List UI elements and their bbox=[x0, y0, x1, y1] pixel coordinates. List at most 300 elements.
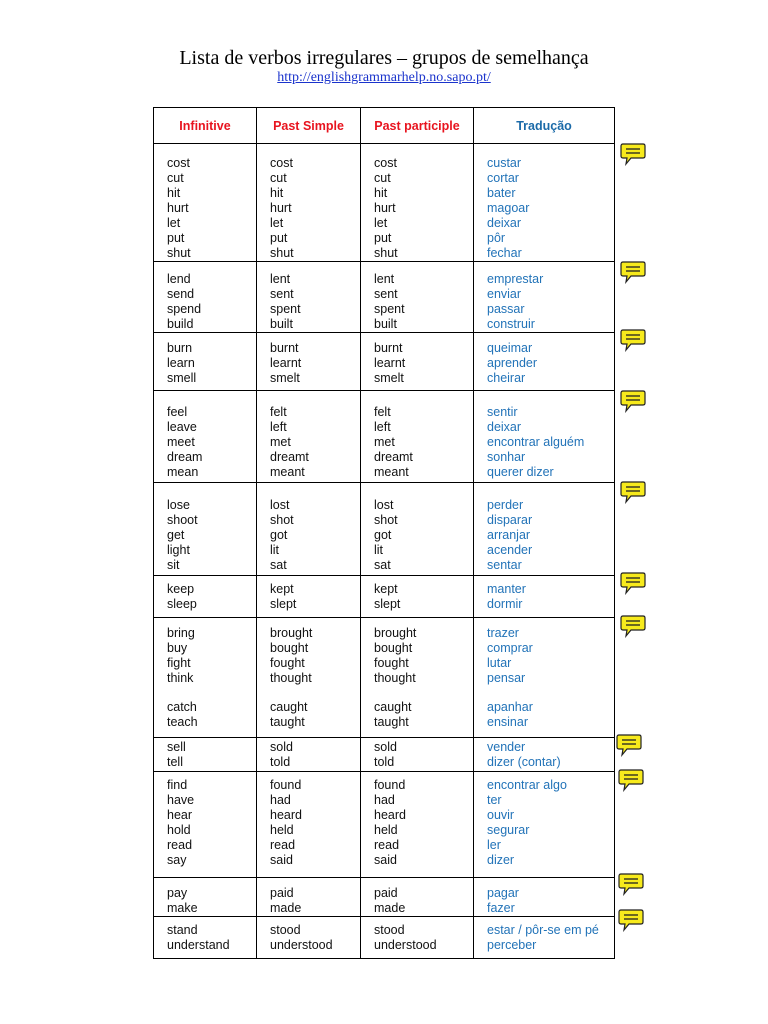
cell-word-list bbox=[474, 738, 614, 770]
verb-table-container bbox=[153, 107, 614, 959]
verb-word: slept bbox=[270, 597, 297, 611]
cell-word-list bbox=[361, 391, 473, 480]
verb-word: kept bbox=[270, 582, 294, 596]
cell-word-list bbox=[154, 917, 256, 953]
verb-word: bring bbox=[167, 626, 195, 640]
verb-word: met bbox=[374, 435, 395, 449]
cell-traducao bbox=[474, 576, 615, 618]
cell-word-list bbox=[257, 333, 360, 386]
cell-word-list bbox=[257, 772, 360, 868]
verb-word: taught bbox=[374, 715, 409, 729]
spacer bbox=[167, 686, 256, 700]
verb-word: tell bbox=[167, 755, 183, 769]
verb-word: sat bbox=[270, 558, 287, 572]
verb-word: acender bbox=[487, 543, 533, 557]
verb-group-row bbox=[154, 391, 615, 483]
cell-word-list bbox=[361, 618, 473, 730]
spacer bbox=[374, 686, 473, 700]
verb-group-row bbox=[154, 144, 615, 262]
verb-word: told bbox=[374, 755, 395, 769]
verb-word: think bbox=[167, 671, 194, 685]
verb-word: taught bbox=[270, 715, 305, 729]
verb-word: teach bbox=[167, 715, 198, 729]
cell-infinitive bbox=[154, 772, 257, 878]
verb-word: pagar bbox=[487, 886, 519, 900]
verb-word: fight bbox=[167, 656, 191, 670]
verb-word: hit bbox=[167, 186, 181, 200]
verb-word: fought bbox=[270, 656, 305, 670]
verb-word: bought bbox=[374, 641, 413, 655]
verb-word: met bbox=[270, 435, 291, 449]
verb-word: have bbox=[167, 793, 195, 807]
verb-word: thought bbox=[374, 671, 416, 685]
verb-word: dreamt bbox=[270, 450, 309, 464]
verb-word: sit bbox=[167, 558, 180, 572]
source-link[interactable]: http://englishgrammarhelp.no.sapo.pt/ bbox=[277, 70, 491, 85]
verb-word: held bbox=[270, 823, 294, 837]
cell-word-list bbox=[154, 738, 256, 770]
verb-word: shot bbox=[270, 513, 294, 527]
verb-word: lost bbox=[270, 498, 290, 512]
cell-word-list bbox=[154, 333, 256, 386]
cell-past-participle bbox=[361, 618, 474, 738]
verb-table bbox=[153, 107, 615, 959]
cell-traducao bbox=[474, 738, 615, 772]
verb-word: sentar bbox=[487, 558, 522, 572]
cell-word-list bbox=[361, 576, 473, 612]
verb-word: had bbox=[374, 793, 395, 807]
page-title: Lista de verbos irregulares – grupos de semelhança bbox=[179, 47, 589, 69]
cell-word-list bbox=[257, 144, 360, 261]
cell-past-participle bbox=[361, 738, 474, 772]
verb-word: built bbox=[270, 317, 293, 331]
verb-word: ouvir bbox=[487, 808, 515, 822]
cell-past-participle bbox=[361, 772, 474, 878]
verb-word: got bbox=[374, 528, 392, 542]
verb-word: cost bbox=[167, 156, 190, 170]
verb-word: comprar bbox=[487, 641, 533, 655]
speech-bubble-comment-icon[interactable] bbox=[620, 328, 646, 350]
cell-infinitive bbox=[154, 878, 257, 917]
cell-traducao bbox=[474, 917, 615, 959]
verb-word: caught bbox=[374, 700, 412, 714]
cell-word-list bbox=[474, 576, 614, 612]
cell-traducao bbox=[474, 618, 615, 738]
verb-word: pay bbox=[167, 886, 188, 900]
verb-word: cost bbox=[374, 156, 397, 170]
verb-word: deixar bbox=[487, 216, 522, 230]
verb-word: send bbox=[167, 287, 195, 301]
verb-word: hurt bbox=[374, 201, 396, 215]
verb-word: told bbox=[270, 755, 291, 769]
cell-word-list bbox=[361, 772, 473, 868]
verb-word: queimar bbox=[487, 341, 533, 355]
verb-word: shut bbox=[374, 246, 398, 260]
verb-word: slept bbox=[374, 597, 401, 611]
cell-past-simple bbox=[257, 576, 361, 618]
verb-word: buy bbox=[167, 641, 188, 655]
header-row bbox=[154, 108, 615, 144]
verb-word: custar bbox=[487, 156, 522, 170]
verb-word: stand bbox=[167, 923, 198, 937]
verb-word: perceber bbox=[487, 938, 537, 952]
cell-word-list bbox=[257, 483, 360, 573]
verb-word: learn bbox=[167, 356, 195, 370]
verb-word: paid bbox=[270, 886, 294, 900]
verb-word: shut bbox=[167, 246, 191, 260]
verb-word: let bbox=[270, 216, 284, 230]
cell-traducao bbox=[474, 391, 615, 483]
cell-word-list bbox=[474, 772, 614, 868]
verb-word: dizer bbox=[487, 853, 515, 867]
verb-word: sell bbox=[167, 740, 186, 754]
speech-bubble-comment-icon[interactable] bbox=[618, 872, 644, 894]
cell-word-list bbox=[257, 262, 360, 332]
verb-word: said bbox=[270, 853, 293, 867]
verb-word: light bbox=[167, 543, 190, 557]
cell-word-list bbox=[361, 738, 473, 770]
speech-bubble-comment-icon[interactable] bbox=[620, 142, 646, 164]
cell-infinitive bbox=[154, 391, 257, 483]
verb-word: segurar bbox=[487, 823, 530, 837]
verb-word: build bbox=[167, 317, 194, 331]
verb-word: found bbox=[374, 778, 406, 792]
verb-word: shot bbox=[374, 513, 398, 527]
verb-word: paid bbox=[374, 886, 398, 900]
verb-group-row bbox=[154, 576, 615, 618]
verb-word: stood bbox=[270, 923, 301, 937]
cell-word-list bbox=[474, 483, 614, 573]
verb-word: lent bbox=[374, 272, 395, 286]
cell-word-list bbox=[361, 483, 473, 573]
verb-word: ler bbox=[487, 838, 501, 852]
cell-infinitive bbox=[154, 483, 257, 576]
verb-word: heard bbox=[270, 808, 302, 822]
cell-word-list bbox=[154, 618, 256, 730]
cell-word-list bbox=[474, 391, 614, 480]
verb-word: let bbox=[374, 216, 388, 230]
verb-word: spend bbox=[167, 302, 202, 316]
verb-word: spent bbox=[270, 302, 301, 316]
cell-word-list bbox=[474, 618, 614, 730]
cell-word-list bbox=[474, 262, 614, 332]
verb-word: smell bbox=[167, 371, 197, 385]
verb-word: dormir bbox=[487, 597, 523, 611]
verb-word: said bbox=[374, 853, 397, 867]
verb-word: lit bbox=[374, 543, 384, 557]
verb-word: pôr bbox=[487, 231, 506, 245]
speech-bubble-comment-icon[interactable] bbox=[620, 480, 646, 502]
cell-past-simple bbox=[257, 391, 361, 483]
cell-past-simple bbox=[257, 483, 361, 576]
verb-word: lose bbox=[167, 498, 190, 512]
cell-word-list bbox=[361, 917, 473, 953]
verb-word: felt bbox=[270, 405, 287, 419]
verb-word: cut bbox=[167, 171, 184, 185]
verb-word: dream bbox=[167, 450, 203, 464]
verb-word: fazer bbox=[487, 901, 515, 915]
cell-word-list bbox=[154, 878, 256, 916]
cell-traducao bbox=[474, 772, 615, 878]
speech-bubble-comment-icon[interactable] bbox=[620, 260, 646, 282]
verb-word: learnt bbox=[374, 356, 406, 370]
verb-word: make bbox=[167, 901, 198, 915]
speech-bubble-comment-icon[interactable] bbox=[618, 768, 644, 790]
verb-word: hit bbox=[374, 186, 388, 200]
verb-word: sentir bbox=[487, 405, 518, 419]
speech-bubble-comment-icon[interactable] bbox=[620, 571, 646, 593]
cell-past-simple bbox=[257, 262, 361, 333]
cell-infinitive bbox=[154, 333, 257, 391]
verb-word: found bbox=[270, 778, 302, 792]
verb-word: hold bbox=[167, 823, 191, 837]
cell-infinitive bbox=[154, 738, 257, 772]
cell-word-list bbox=[257, 878, 360, 916]
verb-word: put bbox=[167, 231, 185, 245]
verb-word: emprestar bbox=[487, 272, 544, 286]
verb-word: held bbox=[374, 823, 398, 837]
cell-word-list bbox=[154, 391, 256, 480]
cell-word-list bbox=[474, 878, 614, 916]
verb-word: encontrar algo bbox=[487, 778, 567, 792]
verb-word: enviar bbox=[487, 287, 522, 301]
verb-word: deixar bbox=[487, 420, 522, 434]
verb-group-row bbox=[154, 262, 615, 333]
verb-word: hear bbox=[167, 808, 193, 822]
verb-word: encontrar alguém bbox=[487, 435, 585, 449]
verb-word: bater bbox=[487, 186, 516, 200]
cell-past-simple bbox=[257, 333, 361, 391]
verb-word: hurt bbox=[270, 201, 292, 215]
cell-past-participle bbox=[361, 333, 474, 391]
verb-word: understood bbox=[270, 938, 333, 952]
verb-word: catch bbox=[167, 700, 197, 714]
verb-word: got bbox=[270, 528, 288, 542]
verb-word: querer dizer bbox=[487, 465, 554, 479]
verb-word: ter bbox=[487, 793, 502, 807]
verb-word: fought bbox=[374, 656, 409, 670]
verb-word: cost bbox=[270, 156, 293, 170]
verb-word: cut bbox=[270, 171, 287, 185]
verb-word: felt bbox=[374, 405, 391, 419]
verb-word: sold bbox=[374, 740, 397, 754]
verb-word: had bbox=[270, 793, 291, 807]
verb-word: sat bbox=[374, 558, 391, 572]
verb-word: read bbox=[270, 838, 296, 852]
cell-past-simple bbox=[257, 618, 361, 738]
verb-word: spent bbox=[374, 302, 405, 316]
cell-word-list bbox=[361, 262, 473, 332]
cell-word-list bbox=[474, 333, 614, 386]
verb-word: lutar bbox=[487, 656, 512, 670]
cell-word-list bbox=[361, 144, 473, 261]
header-past-participle: Past participle bbox=[361, 108, 474, 144]
verb-word: sonhar bbox=[487, 450, 526, 464]
verb-word: let bbox=[167, 216, 181, 230]
cell-past-simple bbox=[257, 917, 361, 959]
verb-word: estar / pôr-se em pé bbox=[487, 923, 599, 937]
verb-word: put bbox=[270, 231, 288, 245]
verb-word: ensinar bbox=[487, 715, 528, 729]
verb-group-row bbox=[154, 772, 615, 878]
header-past-simple: Past Simple bbox=[257, 108, 361, 144]
verb-word: arranjar bbox=[487, 528, 531, 542]
verb-word: stood bbox=[374, 923, 405, 937]
verb-word: pensar bbox=[487, 671, 526, 685]
verb-group-row bbox=[154, 878, 615, 917]
cell-word-list bbox=[257, 917, 360, 953]
cell-infinitive bbox=[154, 618, 257, 738]
verb-word: aprender bbox=[487, 356, 538, 370]
verb-word: meant bbox=[270, 465, 305, 479]
cell-traducao bbox=[474, 144, 615, 262]
verb-word: meant bbox=[374, 465, 409, 479]
verb-word: apanhar bbox=[487, 700, 533, 714]
verb-word: meet bbox=[167, 435, 195, 449]
verb-word: mean bbox=[167, 465, 199, 479]
verb-group-row bbox=[154, 618, 615, 738]
cell-past-participle bbox=[361, 144, 474, 262]
verb-group-row bbox=[154, 917, 615, 959]
verb-word: bought bbox=[270, 641, 309, 655]
verb-word: burnt bbox=[270, 341, 299, 355]
cell-past-participle bbox=[361, 262, 474, 333]
cell-word-list bbox=[257, 618, 360, 730]
verb-word: burnt bbox=[374, 341, 403, 355]
cell-word-list bbox=[257, 576, 360, 612]
verb-word: cut bbox=[374, 171, 391, 185]
verb-word: understand bbox=[167, 938, 230, 952]
cell-word-list bbox=[257, 391, 360, 480]
verb-word: lent bbox=[270, 272, 291, 286]
cell-word-list bbox=[361, 878, 473, 916]
cell-word-list bbox=[154, 576, 256, 612]
verb-word: sleep bbox=[167, 597, 197, 611]
verb-word: read bbox=[167, 838, 193, 852]
verb-word: disparar bbox=[487, 513, 533, 527]
verb-word: caught bbox=[270, 700, 308, 714]
verb-word: vender bbox=[487, 740, 526, 754]
verb-word: passar bbox=[487, 302, 525, 316]
verb-word: burn bbox=[167, 341, 193, 355]
cell-past-participle bbox=[361, 391, 474, 483]
verb-word: dizer (contar) bbox=[487, 755, 561, 769]
verb-word: kept bbox=[374, 582, 398, 596]
header-traducao: Tradução bbox=[474, 108, 615, 144]
verb-group-row bbox=[154, 333, 615, 391]
verb-word: find bbox=[167, 778, 188, 792]
cell-past-simple bbox=[257, 144, 361, 262]
cell-word-list bbox=[154, 772, 256, 868]
verb-word: manter bbox=[487, 582, 526, 596]
verb-word: magoar bbox=[487, 201, 530, 215]
verb-word: brought bbox=[374, 626, 417, 640]
cell-past-participle bbox=[361, 917, 474, 959]
verb-word: get bbox=[167, 528, 185, 542]
speech-bubble-comment-icon[interactable] bbox=[618, 908, 644, 930]
verb-word: smelt bbox=[270, 371, 300, 385]
spacer bbox=[270, 686, 360, 700]
verb-word: thought bbox=[270, 671, 312, 685]
verb-word: learnt bbox=[270, 356, 302, 370]
verb-word: shut bbox=[270, 246, 294, 260]
cell-word-list bbox=[154, 262, 256, 332]
verb-word: brought bbox=[270, 626, 313, 640]
spacer bbox=[487, 686, 614, 700]
verb-word: perder bbox=[487, 498, 524, 512]
verb-word: built bbox=[374, 317, 397, 331]
cell-past-participle bbox=[361, 878, 474, 917]
cell-traducao bbox=[474, 878, 615, 917]
cell-infinitive bbox=[154, 262, 257, 333]
cell-traducao bbox=[474, 262, 615, 333]
speech-bubble-comment-icon[interactable] bbox=[616, 733, 642, 755]
cell-word-list bbox=[361, 333, 473, 386]
verb-word: fechar bbox=[487, 246, 522, 260]
verb-word: sent bbox=[270, 287, 294, 301]
verb-word: cheirar bbox=[487, 371, 526, 385]
verb-word: made bbox=[270, 901, 302, 915]
verb-word: cortar bbox=[487, 171, 519, 185]
verb-word: made bbox=[374, 901, 406, 915]
cell-past-simple bbox=[257, 878, 361, 917]
cell-past-simple bbox=[257, 772, 361, 878]
cell-word-list bbox=[474, 917, 614, 953]
verb-word: trazer bbox=[487, 626, 519, 640]
verb-word: feel bbox=[167, 405, 188, 419]
speech-bubble-comment-icon[interactable] bbox=[620, 614, 646, 636]
verb-word: read bbox=[374, 838, 400, 852]
verb-word: shoot bbox=[167, 513, 198, 527]
cell-past-participle bbox=[361, 483, 474, 576]
cell-infinitive bbox=[154, 576, 257, 618]
cell-infinitive bbox=[154, 144, 257, 262]
verb-group-row bbox=[154, 483, 615, 576]
verb-word: lend bbox=[167, 272, 191, 286]
verb-word: left bbox=[374, 420, 391, 434]
verb-word: say bbox=[167, 853, 187, 867]
verb-table-body bbox=[154, 144, 615, 959]
verb-word: leave bbox=[167, 420, 197, 434]
cell-word-list bbox=[474, 144, 614, 261]
verb-word: smelt bbox=[374, 371, 404, 385]
verb-word: put bbox=[374, 231, 392, 245]
verb-word: hurt bbox=[167, 201, 189, 215]
verb-word: lit bbox=[270, 543, 280, 557]
verb-group-row bbox=[154, 738, 615, 772]
verb-word: keep bbox=[167, 582, 195, 596]
verb-word: dreamt bbox=[374, 450, 413, 464]
verb-word: heard bbox=[374, 808, 406, 822]
verb-word: lost bbox=[374, 498, 394, 512]
speech-bubble-comment-icon[interactable] bbox=[620, 389, 646, 411]
cell-infinitive bbox=[154, 917, 257, 959]
verb-word: left bbox=[270, 420, 287, 434]
cell-word-list bbox=[154, 483, 256, 573]
header-infinitive: Infinitive bbox=[154, 108, 257, 144]
cell-past-simple bbox=[257, 738, 361, 772]
verb-word: sent bbox=[374, 287, 398, 301]
verb-word: hit bbox=[270, 186, 284, 200]
cell-traducao bbox=[474, 333, 615, 391]
cell-traducao bbox=[474, 483, 615, 576]
verb-word: construir bbox=[487, 317, 535, 331]
cell-past-participle bbox=[361, 576, 474, 618]
verb-word: understood bbox=[374, 938, 437, 952]
verb-word: sold bbox=[270, 740, 293, 754]
cell-word-list bbox=[154, 144, 256, 261]
cell-word-list bbox=[257, 738, 360, 770]
